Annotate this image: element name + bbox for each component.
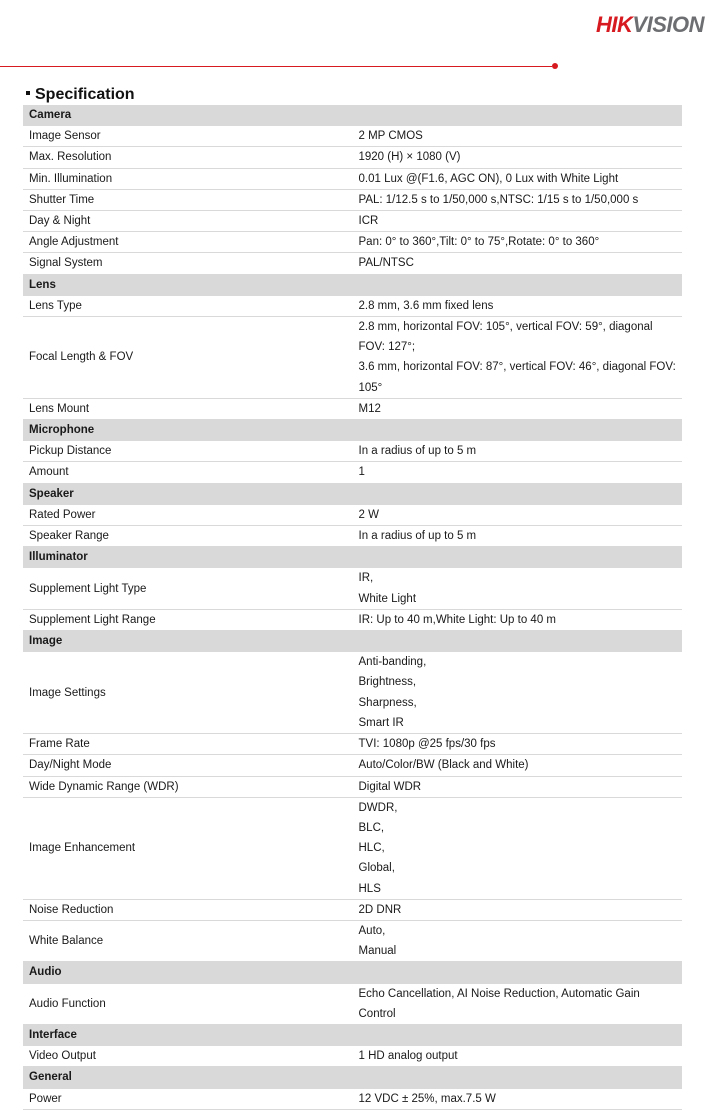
spec-row [23, 504, 682, 525]
spec-value [353, 189, 683, 210]
category-label: Camera [23, 105, 682, 126]
spec-value [353, 232, 683, 253]
spec-value-line: 2.8 mm, horizontal FOV: 105°, vertical FOV: 59°, diagonal FOV: 127°; [358, 321, 653, 354]
section-title [26, 86, 135, 104]
spec-value [353, 652, 683, 734]
spec-value [353, 295, 683, 316]
spec-row [23, 462, 682, 483]
category-row [23, 105, 682, 126]
spec-row [23, 776, 682, 797]
hikvision-logo [596, 12, 704, 38]
spec-row [23, 734, 682, 755]
spec-row [23, 1088, 682, 1109]
spec-row [23, 609, 682, 630]
category-label: Interface [23, 1024, 682, 1045]
spec-row [23, 126, 682, 147]
spec-value-line: Echo Cancellation, AI Noise Reduction, Automatic Gain Control [358, 987, 640, 1020]
spec-table-body [23, 105, 682, 1109]
spec-value-line: DWDR, [358, 801, 398, 814]
spec-row [23, 526, 682, 547]
category-row [23, 962, 682, 983]
spec-value [353, 168, 683, 189]
spec-row [23, 211, 682, 232]
spec-value [353, 1046, 683, 1067]
spec-value [353, 211, 683, 232]
category-label: Audio [23, 962, 682, 983]
spec-row [23, 797, 682, 899]
category-row [23, 420, 682, 441]
spec-value [353, 126, 683, 147]
spec-value [353, 568, 683, 609]
spec-value [353, 983, 683, 1024]
spec-row [23, 441, 682, 462]
spec-key: Focal Length & FOV [23, 317, 353, 399]
spec-value-line: HLS [358, 882, 381, 895]
spec-row [23, 317, 682, 399]
spec-key: White Balance [23, 920, 353, 961]
spec-value [353, 609, 683, 630]
spec-value-line: 1920 (H) × 1080 (V) [358, 151, 461, 164]
spec-key: Speaker Range [23, 526, 353, 547]
spec-value-line: Global, [358, 862, 395, 875]
spec-value-line: M12 [358, 402, 381, 415]
spec-value [353, 920, 683, 961]
logo-part-2: VISION [632, 12, 704, 37]
spec-table [23, 105, 682, 1110]
spec-key: Image Settings [23, 652, 353, 734]
category-row [23, 274, 682, 295]
spec-key: Lens Mount [23, 398, 353, 419]
spec-value [353, 253, 683, 274]
spec-key: Audio Function [23, 983, 353, 1024]
spec-key: Day & Night [23, 211, 353, 232]
category-row [23, 1067, 682, 1088]
spec-value [353, 899, 683, 920]
spec-row [23, 189, 682, 210]
spec-value-line: 3.6 mm, horizontal FOV: 87°, vertical FOV: 46°, diagonal FOV: 105° [358, 361, 676, 394]
spec-value-line: IR: Up to 40 m,White Light: Up to 40 m [358, 613, 556, 626]
spec-value [353, 734, 683, 755]
spec-value-line: Auto/Color/BW (Black and White) [358, 759, 529, 772]
spec-row [23, 755, 682, 776]
spec-row [23, 652, 682, 734]
spec-key: Noise Reduction [23, 899, 353, 920]
spec-row [23, 1046, 682, 1067]
category-label: Image [23, 631, 682, 652]
spec-value-line: In a radius of up to 5 m [358, 445, 477, 458]
category-label: Lens [23, 274, 682, 295]
bullet-icon [26, 91, 30, 95]
spec-key: Supplement Light Type [23, 568, 353, 609]
spec-value-line: HLC, [358, 842, 385, 855]
category-label: Speaker [23, 483, 682, 504]
spec-value-line: White Light [358, 592, 417, 605]
category-label: Microphone [23, 420, 682, 441]
spec-key: Pickup Distance [23, 441, 353, 462]
spec-row [23, 920, 682, 961]
spec-key: Frame Rate [23, 734, 353, 755]
spec-key: Amount [23, 462, 353, 483]
spec-value-line: Brightness, [358, 676, 417, 689]
spec-row [23, 168, 682, 189]
spec-value [353, 526, 683, 547]
spec-key: Wide Dynamic Range (WDR) [23, 776, 353, 797]
spec-value [353, 776, 683, 797]
spec-row [23, 232, 682, 253]
spec-value [353, 755, 683, 776]
spec-key: Video Output [23, 1046, 353, 1067]
spec-value-line: 2D DNR [358, 903, 402, 916]
spec-value-line: Anti-banding, [358, 656, 427, 669]
spec-key: Image Enhancement [23, 797, 353, 899]
spec-value-line: Pan: 0° to 360°,Tilt: 0° to 75°,Rotate: 0° to 360° [358, 236, 600, 249]
spec-value-line: Sharpness, [358, 696, 417, 709]
category-label: General [23, 1067, 682, 1088]
category-row [23, 547, 682, 568]
spec-value [353, 1088, 683, 1109]
spec-key: Min. Illumination [23, 168, 353, 189]
spec-value-line: BLC, [358, 821, 385, 834]
spec-value-line: PAL: 1/12.5 s to 1/50,000 s,NTSC: 1/15 s to 1/50,000 s [358, 193, 639, 206]
spec-key: Supplement Light Range [23, 609, 353, 630]
spec-value [353, 504, 683, 525]
spec-row [23, 295, 682, 316]
spec-row [23, 983, 682, 1024]
spec-key: Rated Power [23, 504, 353, 525]
spec-key: Max. Resolution [23, 147, 353, 168]
spec-key: Lens Type [23, 295, 353, 316]
spec-row [23, 253, 682, 274]
divider-dot [552, 63, 558, 69]
spec-value-line: IR, [358, 572, 374, 585]
spec-key: Image Sensor [23, 126, 353, 147]
spec-value-line: PAL/NTSC [358, 257, 414, 270]
spec-key: Day/Night Mode [23, 755, 353, 776]
spec-value [353, 398, 683, 419]
spec-key: Signal System [23, 253, 353, 274]
category-row [23, 631, 682, 652]
spec-value-line: Auto, [358, 924, 386, 937]
spec-value-line: ICR [358, 215, 379, 228]
spec-row [23, 398, 682, 419]
logo-part-1: HIK [596, 12, 633, 37]
section-title-text: Specification [35, 86, 135, 103]
spec-key: Angle Adjustment [23, 232, 353, 253]
spec-value-line: Manual [358, 945, 397, 958]
spec-value-line: 2.8 mm, 3.6 mm fixed lens [358, 299, 494, 312]
spec-row [23, 147, 682, 168]
spec-value-line: Digital WDR [358, 780, 422, 793]
spec-value [353, 317, 683, 399]
spec-value-line: 12 VDC ± 25%, max.7.5 W [358, 1092, 496, 1105]
category-label: Illuminator [23, 547, 682, 568]
spec-value-line: 2 MP CMOS [358, 130, 423, 143]
spec-value [353, 441, 683, 462]
spec-key: Shutter Time [23, 189, 353, 210]
spec-value-line: 0.01 Lux @(F1.6, AGC ON), 0 Lux with White Light [358, 172, 619, 185]
spec-value [353, 147, 683, 168]
spec-value-line: 1 [358, 466, 365, 479]
spec-value-line: In a radius of up to 5 m [358, 530, 477, 543]
header-divider [0, 66, 552, 67]
spec-row [23, 568, 682, 609]
spec-row [23, 899, 682, 920]
category-row [23, 1024, 682, 1045]
spec-value [353, 797, 683, 899]
spec-value [353, 462, 683, 483]
category-row [23, 483, 682, 504]
spec-value-line: TVI: 1080p @25 fps/30 fps [358, 738, 496, 751]
spec-key: Power [23, 1088, 353, 1109]
spec-value-line: 2 W [358, 508, 379, 521]
spec-value-line: 1 HD analog output [358, 1050, 458, 1063]
spec-value-line: Smart IR [358, 716, 404, 729]
